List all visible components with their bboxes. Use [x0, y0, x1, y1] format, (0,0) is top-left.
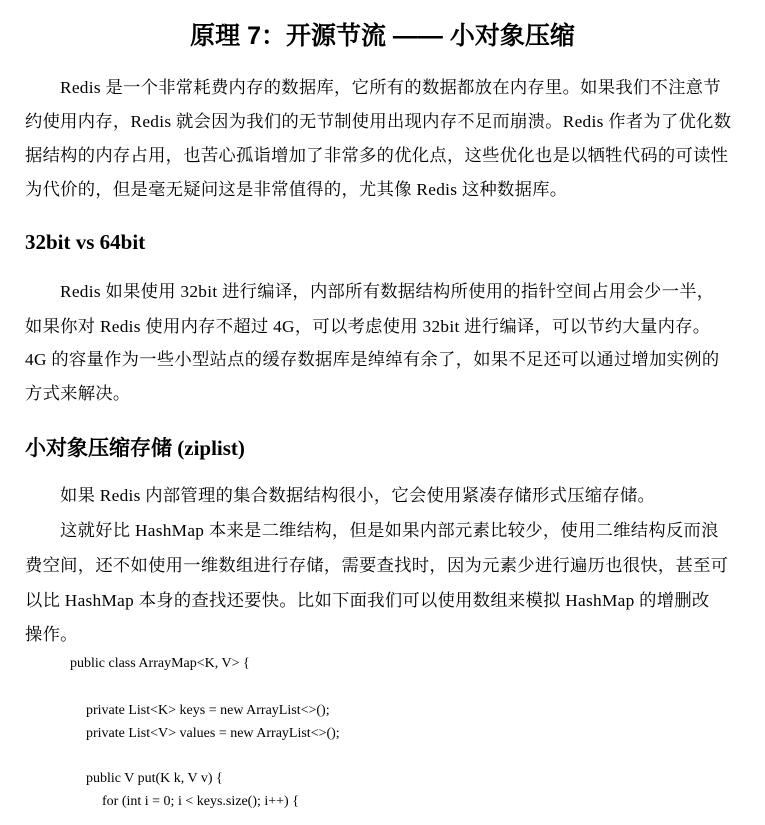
text-line: 4G 的容量作为一些小型站点的缓存数据库是绰绰有余了，如果不足还可以通过增加实例的 — [25, 350, 720, 369]
text-line: 如果你对 Redis 使用内存不超过 4G，可以考虑使用 32bit 进行编译，可以节约大量内存。 — [25, 317, 711, 336]
code-line: public class ArrayMap<K, V> { — [70, 656, 250, 671]
section-heading-ziplist: 小对象压缩存储 (ziplist) — [25, 436, 245, 460]
text-line: 如果 Redis 内部管理的集合数据结构很小，它会使用紧凑存储形式压缩存储。 — [60, 486, 656, 505]
text-line: Redis 如果使用 32bit 进行编译，内部所有数据结构所使用的指针空间占用会少一半， — [60, 282, 715, 301]
text-line: Redis 是一个非常耗费内存的数据库，它所有的数据都放在内存里。如果我们不注意节 — [60, 78, 721, 97]
text-line: 为代价的，但是毫无疑问这是非常值得的，尤其像 Redis 这种数据库。 — [25, 180, 568, 199]
section-heading-32bit: 32bit vs 64bit — [25, 230, 146, 254]
code-line: private List<K> keys = new ArrayList<>(); — [86, 703, 330, 718]
code-line: public V put(K k, V v) { — [86, 771, 223, 786]
text-line: 这就好比 HashMap 本来是二维结构，但是如果内部元素比较少，使用二维结构反而浪 — [60, 521, 719, 540]
code-line: private List<V> values = new ArrayList<>(); — [86, 726, 340, 741]
text-line: 约使用内存，Redis 就会因为我们的无节制使用出现内存不足而崩溃。Redis 作者为了优化数 — [25, 112, 732, 131]
text-line: 据结构的内存占用，也苦心孤诣增加了非常多的优化点，这些优化也是以牺牲代码的可读性 — [25, 146, 729, 165]
code-line: for (int i = 0; i < keys.size(); i++) { — [102, 794, 299, 809]
text-line: 方式来解决。 — [25, 384, 131, 403]
page-title: 原理 7：开源节流 —— 小对象压缩 — [190, 22, 575, 50]
text-line: 以比 HashMap 本身的查找还要快。比如下面我们可以使用数组来模拟 HashMap 的增删改 — [25, 591, 710, 610]
text-line: 操作。 — [25, 625, 78, 644]
text-line: 费空间，还不如使用一维数组进行存储，需要查找时，因为元素少进行遍历也很快，甚至可 — [25, 556, 729, 575]
